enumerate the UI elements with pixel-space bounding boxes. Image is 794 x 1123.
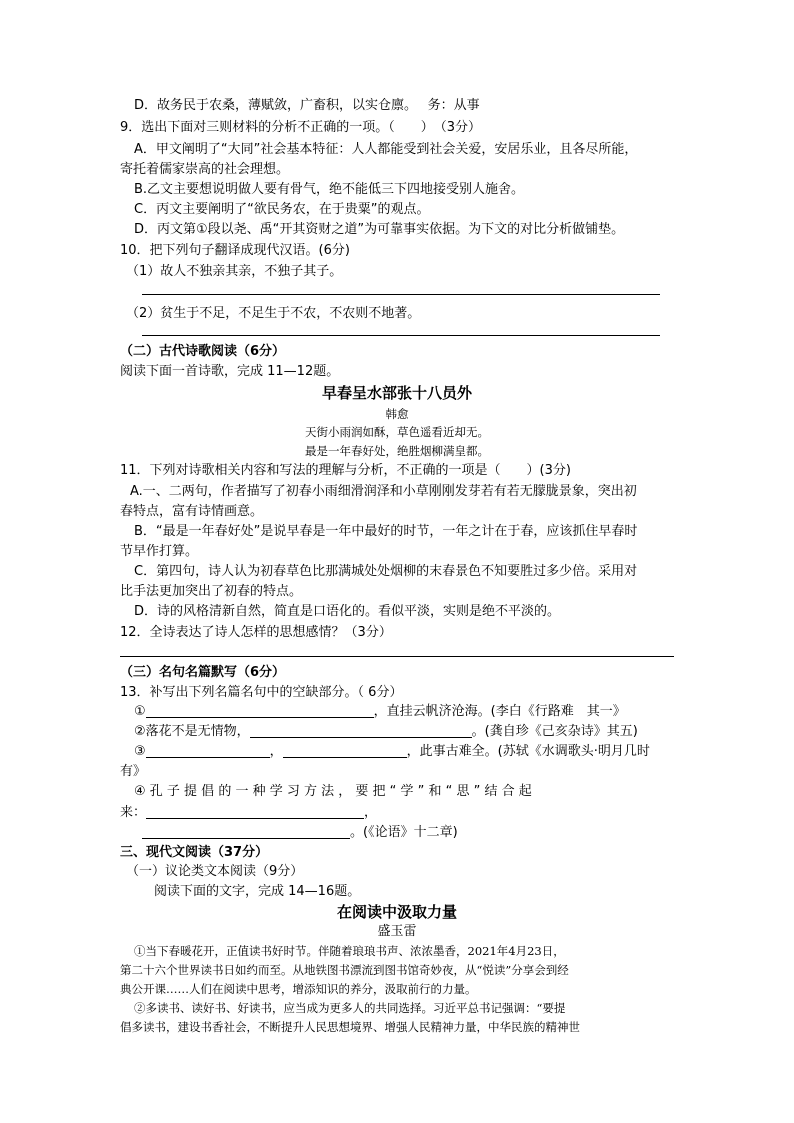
- q11-option-a: A.一、二两句，作者描写了初春小雨细滑润泽和小草刚刚发芽若有若无朦胧景象，突出初: [130, 484, 637, 499]
- q11-option-c: C．第四句，诗人认为初春草色比那满城处处烟柳的末春景色不知要胜过多少倍。采用对: [134, 564, 638, 579]
- article-paragraph-1-cont: 典公开课……人们在阅读中思考，增添知识的养分，汲取前行的力量。: [120, 982, 477, 996]
- section-recitation-heading: （三）名句名篇默写（6分）: [120, 665, 286, 680]
- item-text: 。(《论语》十二章): [350, 825, 458, 840]
- article-title: 在阅读中汲取力量: [336, 903, 457, 921]
- q13-stem: 13．补写出下列名篇名句中的空缺部分。（ 6分）: [120, 685, 403, 700]
- part3-subheading: （一）议论类文本阅读（9分）: [126, 864, 304, 879]
- q13-item-4-line-3: [142, 823, 458, 843]
- part3-heading: 三、现代文阅读（37分）: [120, 845, 269, 860]
- fill-blank[interactable]: [283, 743, 407, 758]
- q9-option-c: C．丙文主要阐明了“欲民务农，在于贵粟”的观点。: [134, 202, 430, 217]
- q13-item-4-line-2: [120, 803, 377, 823]
- q11-option-b: B．“最是一年春好处”是说早春是一年中最好的时节，一年之计在于春，应该抓住早春时: [134, 524, 638, 539]
- q9-option-b: B.乙文主要想说明做人要有骨气，绝不能低三下四地接受别人施舍。: [134, 182, 525, 197]
- item-text: 。(龚自珍《己亥杂诗》其五): [471, 724, 638, 739]
- poem-title: 早春呈水部张十八员外: [321, 384, 472, 402]
- fill-blank[interactable]: [250, 723, 472, 738]
- article-paragraph-1-cont: 第二十六个世界读书日如约而至。从地铁图书漂流到图书馆奇妙夜，从“悦读”分享会到经: [120, 963, 569, 977]
- poem-line-1: 天街小雨润如酥，草色遥看近却无。: [305, 425, 489, 439]
- answer-line[interactable]: [142, 294, 660, 295]
- q10-sentence-1: （1）故人不独亲其亲，不独子其子。: [126, 264, 343, 279]
- q12-stem: 12．全诗表达了诗人怎样的思想感情？（3分）: [120, 625, 392, 640]
- q13-item-4: ④ 孔 子 提 倡 的 一 种 学 习 方 法 ， 要 把 “ 学 ” 和 “ 思 ” 结 合 起: [134, 784, 532, 799]
- q11-option-a-cont: 春特点，富有诗情画意。: [120, 504, 264, 519]
- q9-option-a: A．甲文阐明了“大同”社会基本特征：人人都能受到社会关爱，安居乐业，且各尽所能，: [134, 142, 638, 157]
- q11-option-b-cont: 节早作打算。: [120, 544, 199, 559]
- fill-blank[interactable]: [146, 743, 270, 758]
- item-text: ，: [364, 805, 378, 820]
- q11-option-d: D．诗的风格清新自然，简直是口语化的。看似平淡，实则是绝不平淡的。: [134, 604, 561, 619]
- q13-item-3: [134, 742, 650, 762]
- item-text: ，此事古难全。(苏轼《水调歌头·明月几时: [406, 744, 650, 759]
- article-paragraph-1: ①当下春暖花开，正值读书好时节。伴随着琅琅书声、浓浓墨香，2021年4月23日，: [134, 944, 565, 958]
- answer-line[interactable]: [120, 656, 674, 657]
- q9-option-d: D．丙文第①段以尧、禹“开其资财之道”为可靠事实依据。为下文的对比分析做铺垫。: [134, 222, 625, 237]
- q9-option-a-cont: 寄托着儒家崇高的社会理想。: [120, 162, 290, 177]
- item-number: ①: [134, 704, 146, 719]
- poem-author: 韩愈: [385, 407, 409, 421]
- q13-item-2: [134, 722, 638, 742]
- q10-sentence-2: （2）贫生于不足，不足生于不农，不农则不地著。: [126, 306, 421, 321]
- q13-item-3-cont: 有》: [120, 764, 147, 779]
- q10-stem: 10．把下列句子翻译成现代汉语。(6分): [120, 243, 350, 258]
- item-number: ③: [134, 744, 146, 759]
- q8-option-d: D．故务民于农桑，薄赋敛，广畜积，以实仓廪。 务：从事: [134, 98, 480, 113]
- item-text: 来：: [120, 805, 147, 820]
- article-paragraph-2: ②多读书、读好书、好读书，应当成为更多人的共同选择。习近平总书记强调：“要提: [134, 1001, 566, 1015]
- item-text: ，直挂云帆济沧海。(李白《行路难 其一》: [373, 704, 626, 719]
- q13-item-1: [134, 702, 626, 722]
- part3-intro: 阅读下面的文字，完成 14—16题。: [154, 884, 361, 899]
- item-text: ，: [269, 744, 283, 759]
- section-poetry-heading: （二）古代诗歌阅读（6分）: [120, 344, 286, 359]
- article-paragraph-2-cont: 倡多读书，建设书香社会，不断提升人民思想境界、增强人民精神力量，中华民族的精神世: [120, 1020, 580, 1034]
- q9-stem: 9．选出下面对三则材料的分析不正确的一项。（ ） （3分）: [120, 120, 482, 135]
- poetry-intro: 阅读下面一首诗歌，完成 11—12题。: [120, 364, 340, 379]
- article-author: 盛玉雷: [377, 924, 417, 939]
- item-text: ②落花不是无情物，: [134, 724, 250, 739]
- fill-blank[interactable]: [146, 703, 374, 718]
- q11-stem: 11．下列对诗歌相关内容和写法的理解与分析，不正确的一项是（ ）(3分): [120, 463, 571, 478]
- answer-line[interactable]: [142, 335, 660, 336]
- fill-blank[interactable]: [142, 824, 350, 839]
- fill-blank[interactable]: [146, 804, 364, 819]
- poem-line-2: 最是一年春好处，绝胜烟柳满皇都。: [305, 444, 489, 458]
- q11-option-c-cont: 比手法更加突出了初春的特点。: [120, 584, 303, 599]
